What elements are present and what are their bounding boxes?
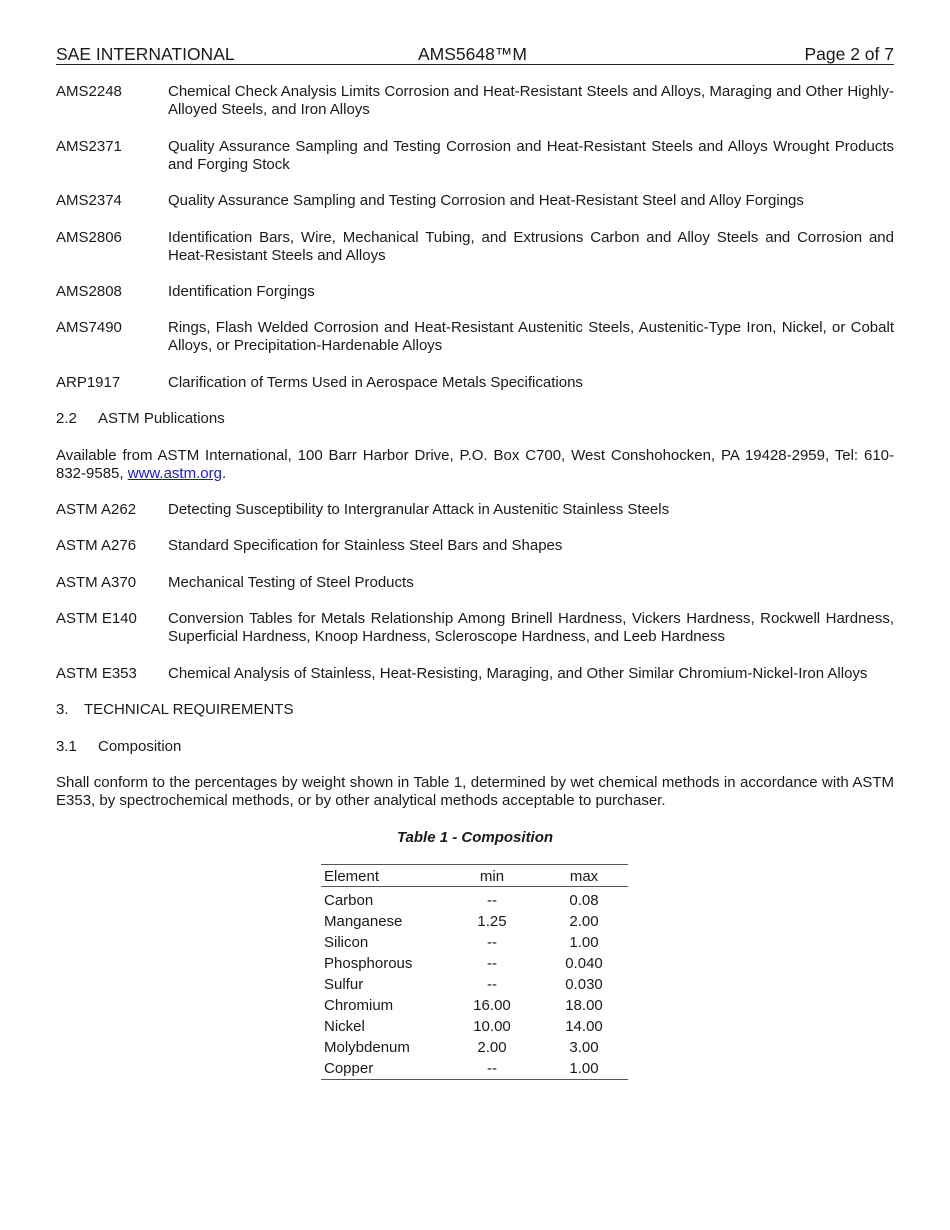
reference-entry xyxy=(56,83,894,119)
min-cell: -- xyxy=(487,976,497,993)
reference-entry xyxy=(56,610,894,646)
reference-code: AMS7490 xyxy=(56,319,122,336)
reference-entry xyxy=(56,319,894,355)
reference-code: ASTM A262 xyxy=(56,501,137,518)
max-cell: 1.00 xyxy=(569,934,599,951)
max-cell: 14.00 xyxy=(565,1018,603,1035)
astm-website-link[interactable]: www.astm.org xyxy=(127,465,222,482)
reference-description: Identification Forgings xyxy=(168,283,315,300)
table-header-row xyxy=(321,865,628,887)
min-cell: 1.25 xyxy=(477,913,507,930)
max-cell: 1.00 xyxy=(539,1058,628,1080)
max-cell: 18.00 xyxy=(565,997,603,1014)
header-org: SAE INTERNATIONAL xyxy=(56,44,235,64)
min-cell: -- xyxy=(487,955,497,972)
min-cell: -- xyxy=(444,1058,539,1080)
header-doc-number: AMS5648™M xyxy=(418,44,527,64)
composition-paragraph: Shall conform to the percentages by weight shown in Table 1, determined by wet chemical methods in accordance with ASTM E353, by spectrochemical methods, or by other analytical methods acceptable to purchaser. xyxy=(56,774,894,809)
max-cell: 0.08 xyxy=(569,892,599,909)
table-row xyxy=(321,974,628,995)
reference-code: ASTM E353 xyxy=(56,665,137,682)
reference-entry xyxy=(56,537,894,555)
reference-description: Quality Assurance Sampling and Testing Corrosion and Heat-Resistant Steels and Alloys Wrought Products and Forging Stock xyxy=(168,138,894,173)
reference-description: Rings, Flash Welded Corrosion and Heat-Resistant Austenitic Steels, Austenitic-Type Iron, Nickel, or Cobalt Alloys, or Precipitation-Hardenable Alloys xyxy=(168,319,894,354)
section-number: 3.1 xyxy=(56,738,77,755)
table-row xyxy=(321,1037,628,1058)
table-row xyxy=(321,1058,628,1080)
reference-code: AMS2371 xyxy=(56,138,122,155)
reference-description: Quality Assurance Sampling and Testing Corrosion and Heat-Resistant Steel and Alloy Forgings xyxy=(168,192,804,209)
table-row xyxy=(321,995,628,1016)
reference-entry xyxy=(56,283,894,301)
reference-code: ASTM A370 xyxy=(56,574,137,591)
min-cell: -- xyxy=(487,934,497,951)
reference-code: AMS2808 xyxy=(56,283,122,300)
header-max: max xyxy=(539,865,628,887)
section-title: Composition xyxy=(98,738,182,755)
section-title: TECHNICAL REQUIREMENTS xyxy=(84,701,294,718)
reference-entry xyxy=(56,374,894,392)
reference-code: ASTM E140 xyxy=(56,610,137,627)
section-number: 3. xyxy=(56,701,69,718)
reference-entry xyxy=(56,192,894,210)
min-cell: 16.00 xyxy=(473,997,511,1014)
reference-entry xyxy=(56,574,894,592)
element-cell: Sulfur xyxy=(324,976,364,993)
reference-code: ARP1917 xyxy=(56,374,121,391)
section-title: ASTM Publications xyxy=(98,410,225,427)
reference-description: Identification Bars, Wire, Mechanical Tubing, and Extrusions Carbon and Alloy Steels and Corrosion and Heat-Resistant Steels and Alloys xyxy=(168,229,894,264)
min-cell: 10.00 xyxy=(473,1018,511,1035)
reference-description: Chemical Check Analysis Limits Corrosion and Heat-Resistant Steels and Alloys, Maraging and Other Highly-Alloyed Steels, and Iron Alloys xyxy=(168,83,894,118)
max-cell: 3.00 xyxy=(569,1039,599,1056)
reference-entry xyxy=(56,138,894,174)
availability-trailing: . xyxy=(221,465,227,482)
reference-entry xyxy=(56,665,894,683)
element-cell: Copper xyxy=(321,1058,444,1080)
astm-availability-paragraph xyxy=(56,447,894,483)
section-heading-composition xyxy=(56,738,181,756)
reference-description: Standard Specification for Stainless Steel Bars and Shapes xyxy=(168,537,563,554)
section-number: 2.2 xyxy=(56,410,77,427)
reference-code: AMS2806 xyxy=(56,229,122,246)
reference-description: Mechanical Testing of Steel Products xyxy=(168,574,414,591)
section-heading-astm xyxy=(56,410,225,428)
reference-entry xyxy=(56,501,894,519)
max-cell: 0.040 xyxy=(565,955,603,972)
reference-description: Detecting Susceptibility to Intergranular Attack in Austenitic Stainless Steels xyxy=(168,501,670,518)
element-cell: Silicon xyxy=(324,934,369,951)
reference-description: Clarification of Terms Used in Aerospace Metals Specifications xyxy=(168,374,583,391)
header-page-number: Page 2 of 7 xyxy=(804,44,894,64)
element-cell: Manganese xyxy=(324,913,403,930)
availability-text: Available from ASTM International, 100 Barr Harbor Drive, P.O. Box C700, West Conshohocken, PA 19428-2959, Tel: 610-832-9585, xyxy=(56,447,894,482)
section-heading-technical xyxy=(56,701,293,719)
header-element: Element xyxy=(321,865,444,887)
min-cell: 2.00 xyxy=(477,1039,507,1056)
reference-code: AMS2374 xyxy=(56,192,122,209)
page-header xyxy=(56,44,894,65)
table-row xyxy=(321,953,628,974)
reference-description: Chemical Analysis of Stainless, Heat-Resisting, Maraging, and Other Similar Chromium-Nickel-Iron Alloys xyxy=(168,665,868,682)
header-min: min xyxy=(444,865,539,887)
element-cell: Carbon xyxy=(324,892,374,909)
element-cell: Chromium xyxy=(324,997,394,1014)
element-cell: Phosphorous xyxy=(324,955,413,972)
reference-code: AMS2248 xyxy=(56,83,122,100)
reference-entry xyxy=(56,229,894,265)
element-cell: Molybdenum xyxy=(324,1039,410,1056)
max-cell: 0.030 xyxy=(565,976,603,993)
composition-table xyxy=(321,864,628,1080)
table-row xyxy=(321,911,628,932)
element-cell: Nickel xyxy=(324,1018,365,1035)
table-row xyxy=(321,932,628,953)
table-title: Table 1 - Composition xyxy=(396,829,554,846)
reference-description: Conversion Tables for Metals Relationship Among Brinell Hardness, Vickers Hardness, Rockwell Hardness, Superficial Hardness, Knoop Hardness, Scleroscope Hardness, and Leeb Hardness xyxy=(168,610,894,645)
reference-code: ASTM A276 xyxy=(56,537,137,554)
table-row xyxy=(321,1016,628,1037)
min-cell: -- xyxy=(487,892,497,909)
table-row xyxy=(321,887,628,912)
max-cell: 2.00 xyxy=(569,913,599,930)
